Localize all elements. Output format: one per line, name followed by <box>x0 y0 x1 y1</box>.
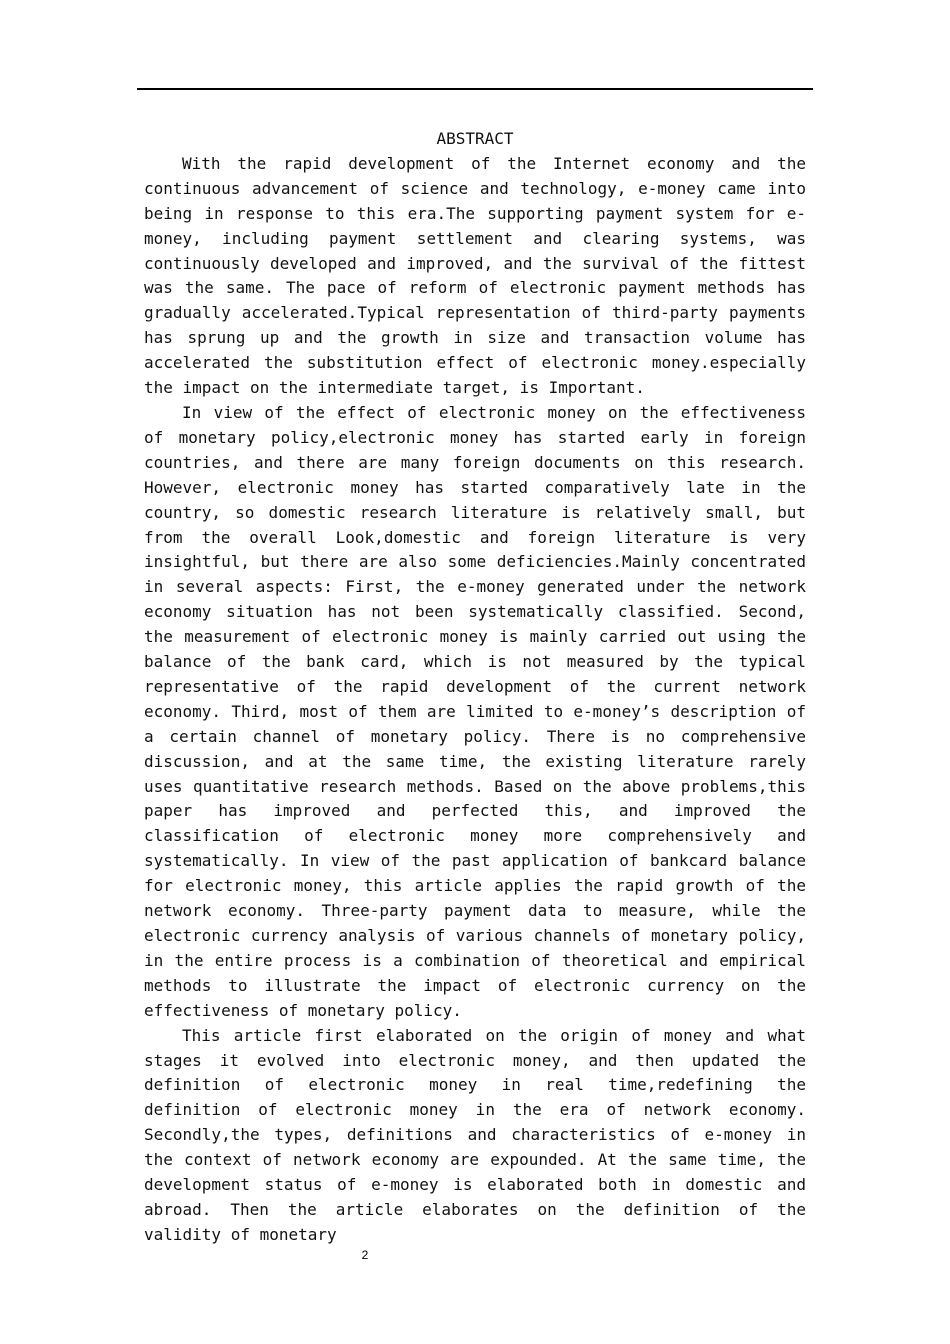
page-number: 2 <box>361 1248 369 1262</box>
document-body <box>144 127 806 1248</box>
abstract-paragraph-1: With the rapid development of the Internet economy and the continuous advancement of science and technology, e-money came into being in response to this era.The supporting payment system for e-money, including payment settlement and clearing systems, was continuously developed and improved, and the survival of the fittest was the same. The pace of reform of electronic payment methods has gradually accelerated.Typical representation of third-party payments has sprung up and the growth in size and transaction volume has accelerated the substitution effect of electronic money.especially the impact on the intermediate target, is Important. <box>144 153 806 398</box>
abstract-paragraph-3: This article first elaborated on the origin of money and what stages it evolved into electronic money, and then updated the definition of electronic money in real time,redefining the definition of electronic money in the era of network economy. Secondly,the types, definitions and characteristics of e-money in the context of network economy are expounded. At the same time, the development status of e-money is elaborated both in domestic and abroad. Then the article elaborates on the definition of the validity of monetary <box>144 1025 806 1244</box>
abstract-title: ABSTRACT <box>436 129 514 148</box>
header-rule <box>137 88 813 90</box>
abstract-paragraph-2: In view of the effect of electronic money on the effectiveness of monetary policy,electronic money has started early in foreign countries, and there are many foreign documents on this research. However, electronic money has started comparatively late in the country, so domestic research literature is relatively small, but from the overall Look,domestic and foreign literature is very insightful, but there are also some deficiencies.Mainly concentrated in several aspects: First, the e-money generated under the network economy situation has not been systematically classified. Second, the measurement of electronic money is mainly carried out using the balance of the bank card, which is not measured by the typical representative of the rapid development of the current network economy. Third, most of them are limited to e-money’s description of a certain channel of monetary policy. There is no comprehensive discussion, and at the same time, the existing literature rarely uses quantitative research methods. Based on the above problems,this paper has improved and perfected this, and improved the classification of electronic money more comprehensively and systematically. In view of the past application of bankcard balance for electronic money, this article applies the rapid growth of the network economy. Three-party payment data to measure, while the electronic currency analysis of various channels of monetary policy, in the entire process is a combination of theoretical and empirical methods to illustrate the impact of electronic currency on the effectiveness of monetary policy. <box>144 402 806 1020</box>
